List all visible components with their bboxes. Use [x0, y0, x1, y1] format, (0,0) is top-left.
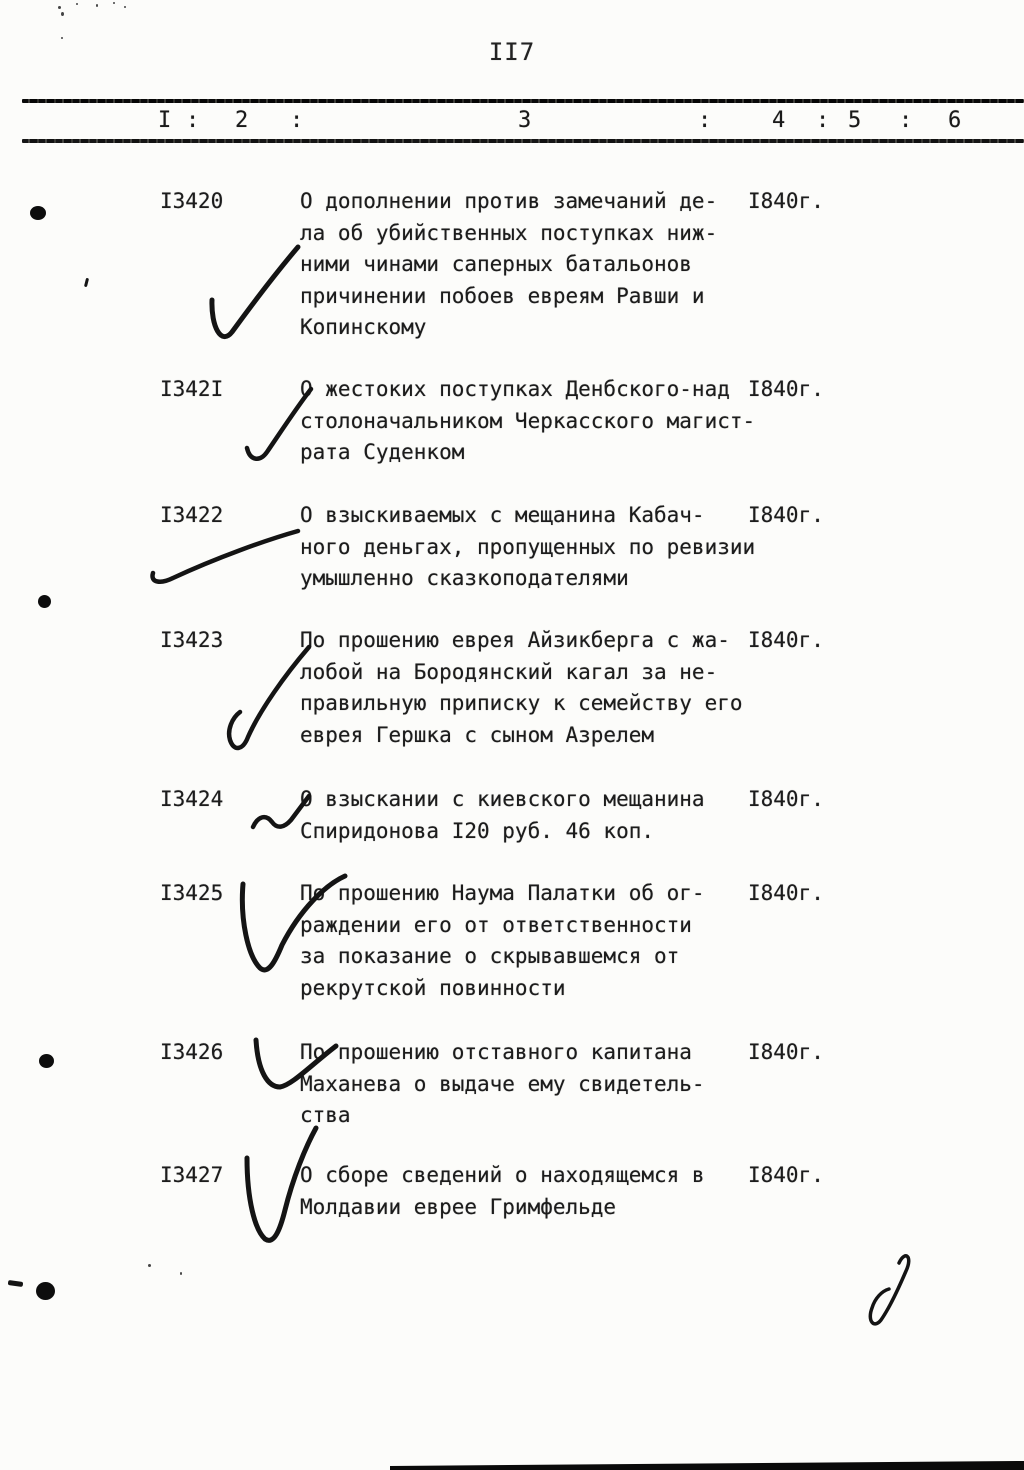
scan-speck — [180, 1272, 182, 1275]
ink-mark — [84, 278, 89, 287]
entry-description-line: О взыскиваемых с мещанина Кабач- — [300, 503, 705, 527]
entry-description-line: лобой на Бородянский кагал за не- — [300, 659, 718, 684]
scan-speck — [61, 12, 64, 16]
entry-description-line: По прошению еврея Айзикберга с жа- — [300, 628, 730, 652]
ink-blot — [38, 595, 51, 608]
checkmark-annotation — [229, 647, 309, 748]
column-header: 3 — [518, 108, 532, 133]
checkmark-annotation — [153, 531, 298, 582]
entry-year: I840г. — [748, 189, 824, 213]
entry-number: I3427 — [160, 1163, 224, 1187]
checkmark-annotation — [212, 247, 298, 337]
scan-speck — [148, 1264, 151, 1267]
entry-description-line: еврея Гершка с сыном Азрелем — [300, 722, 655, 747]
scan-speck — [76, 3, 78, 5]
entry-year: I840г. — [748, 1040, 824, 1064]
entry-description-line: Спиридонова I20 руб. 46 коп. — [300, 818, 655, 843]
column-header: : — [186, 108, 200, 133]
column-header: 6 — [948, 108, 962, 133]
scan-edge-artifact — [390, 1461, 1024, 1470]
entry-description — [300, 878, 770, 1004]
entry-description — [300, 374, 770, 469]
column-header: 2 — [235, 108, 249, 133]
entry-year: I840г. — [748, 503, 824, 527]
entry-description-line: умышленно сказкоподателями — [300, 566, 629, 590]
entry-description-line: О взыскании с киевского мещанина — [300, 787, 705, 811]
column-header: : — [290, 108, 304, 133]
entry-year: I840г. — [748, 628, 824, 652]
scan-speck — [58, 6, 61, 9]
table-rule-bottom — [22, 139, 1024, 143]
entry-year: I840г. — [748, 881, 824, 905]
scan-speck — [113, 2, 115, 4]
column-header: I — [158, 108, 172, 133]
entry-description-line: Маханева о выдаче ему свидетель- — [300, 1071, 705, 1096]
ink-dash — [8, 1280, 24, 1287]
entry-description-line: Молдавии еврее Гримфельде — [300, 1194, 617, 1219]
entry-year: I840г. — [748, 787, 824, 811]
scan-speck — [61, 37, 63, 39]
entry-description — [300, 186, 770, 344]
ink-blot — [39, 1054, 54, 1068]
entry-description-line: О жестоких поступках Денбского-над — [300, 377, 730, 401]
entry-description-line: По прошению Наума Палатки об ог- — [300, 881, 705, 905]
entry-description-line: за показание о скрывавшемся от — [300, 944, 680, 968]
entry-description-line: По прошению отставного капитана — [300, 1040, 692, 1064]
entry-description-line: причинении побоев евреям Равши и — [300, 283, 705, 308]
entry-description-line: ла об убийственных поступках ниж- — [300, 220, 718, 245]
entry-description-line: раждении его от ответственности — [300, 912, 692, 937]
entry-description-line: правильную приписку к семейству его — [300, 691, 743, 715]
flourish-annotation — [870, 1256, 908, 1324]
column-header: : — [899, 108, 913, 133]
entry-description-line: Копинскому — [300, 315, 427, 339]
column-header: 5 — [848, 108, 862, 133]
table-rule-top — [22, 99, 1024, 103]
scan-speck — [96, 4, 98, 7]
entry-number: I342I — [160, 377, 224, 401]
entry-number: I3420 — [160, 189, 224, 213]
column-header: : — [816, 108, 830, 133]
entry-description — [300, 784, 770, 847]
entry-year: I840г. — [748, 1163, 824, 1187]
entry-year: I840г. — [748, 377, 824, 401]
ink-blot — [30, 206, 46, 220]
entry-number: I3425 — [160, 881, 224, 905]
entry-description — [300, 1037, 770, 1132]
entry-description-line: рекрутской повинности — [300, 975, 566, 1000]
entry-description-line: О дополнении против замечаний де- — [300, 189, 718, 213]
column-header: : — [698, 108, 712, 133]
scan-speck — [124, 6, 126, 8]
column-header: 4 — [772, 108, 786, 133]
entry-description-line: О сборе сведений о находящемся в — [300, 1163, 705, 1187]
entry-number: I3424 — [160, 787, 224, 811]
entry-number: I3423 — [160, 628, 224, 652]
entry-description-line: ними чинами саперных батальонов — [300, 252, 692, 276]
entry-description-line: ства — [300, 1103, 351, 1127]
ink-blot — [36, 1282, 55, 1300]
entry-description-line: ного деньгах, пропущенных по ревизии — [300, 534, 756, 559]
entry-description-line: рата Суденком — [300, 440, 465, 464]
entry-description — [300, 500, 770, 595]
entry-number: I3422 — [160, 503, 224, 527]
entry-number: I3426 — [160, 1040, 224, 1064]
entry-description — [300, 1160, 770, 1223]
entry-description — [300, 625, 770, 751]
entry-description-line: столоначальником Черкасского магист- — [300, 408, 756, 433]
page-number: II7 — [488, 38, 536, 66]
